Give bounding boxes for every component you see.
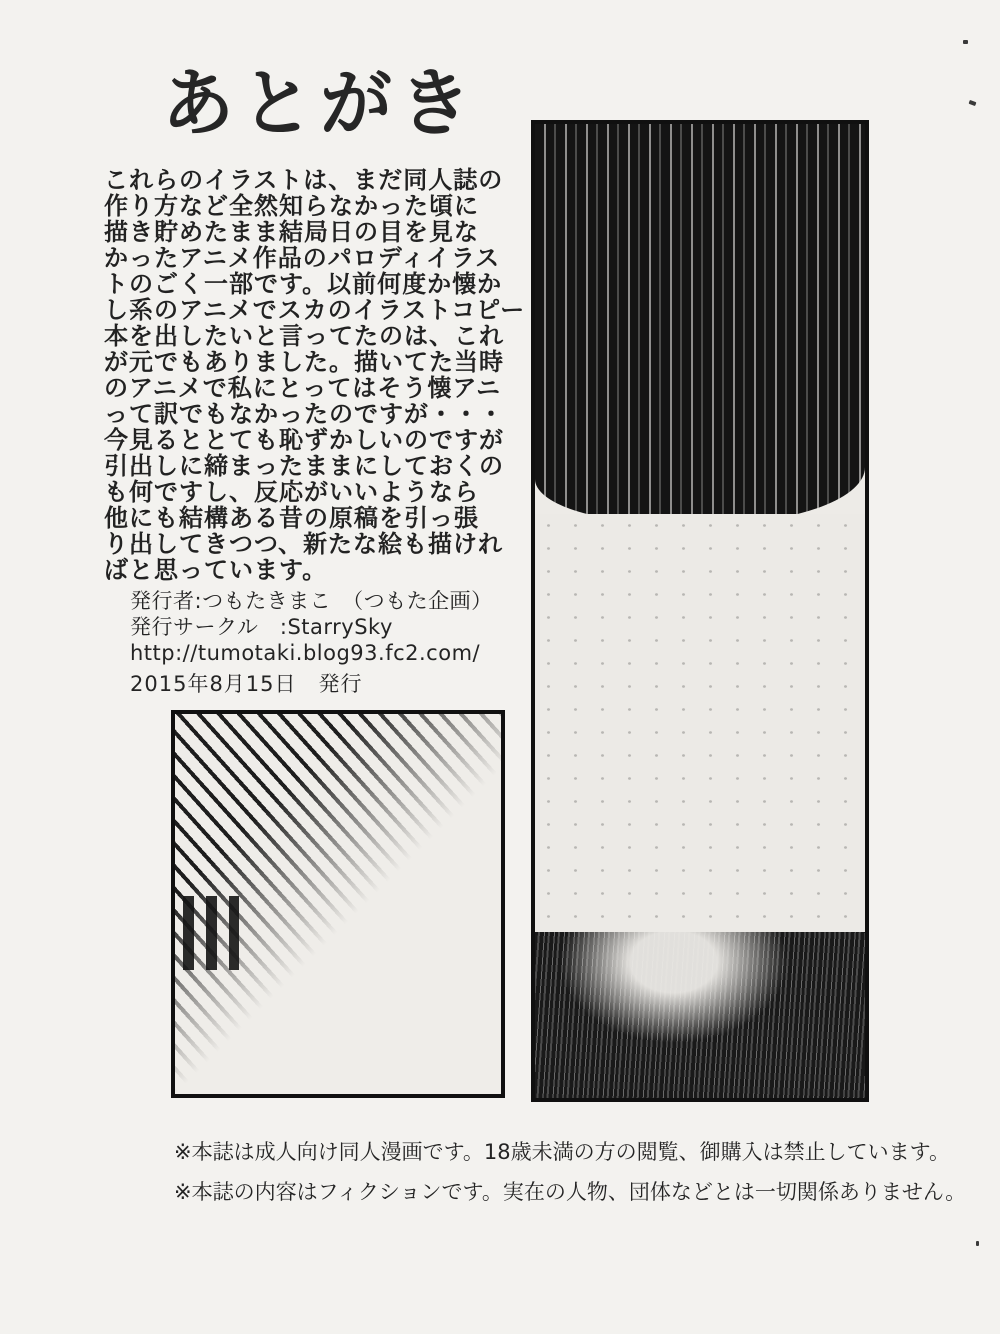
afterword-line: 他にも結構ある昔の原稿を引っ張 [104, 504, 479, 532]
afterword-line: 引出しに締まったままにしておくの [104, 452, 504, 480]
afterword-line: ばと思っています。 [104, 556, 328, 584]
manga-illustration-panel-main [531, 120, 869, 1102]
afterword-line: 本を出したいと言ってたのは、これ [104, 322, 504, 350]
scan-speck [969, 100, 977, 106]
publication-date: 2015年8月15日 発行 [130, 672, 363, 696]
colophon-block [130, 588, 493, 666]
illustration-dark-background [535, 124, 865, 523]
afterword-line: これらのイラストは、まだ同人誌の [104, 166, 504, 194]
afterword-line: って訳でもなかったのですが・・・ [104, 400, 504, 428]
scan-speck [976, 1241, 979, 1246]
url-line: http://tumotaki.blog93.fc2.com/ [130, 641, 481, 665]
afterword-line: かったアニメ作品のパロディイラス [104, 244, 501, 272]
afterword-line: 描き貯めたまま結局日の目を見な [104, 218, 479, 246]
afterword-line: が元でもありました。描いてた当時 [104, 348, 504, 376]
illustration-light-area [535, 514, 865, 943]
publisher-line: 発行者:つもたきまこ （つもた企画） [130, 589, 493, 613]
afterword-line: し系のアニメでスカのイラストコピー [104, 296, 526, 324]
afterword-line: 今見るととても恥ずかしいのですが [104, 426, 504, 454]
afterword-line: トのごく一部です。以前何度か懐か [104, 270, 503, 298]
fiction-notice: ※本誌の内容はフィクションです。実在の人物、団体などとは一切関係ありません。 [174, 1180, 967, 1204]
illustration-accent-bars [183, 896, 239, 970]
afterword-line: 作り方など全然知らなかった頃に [104, 192, 479, 220]
scan-speck [963, 40, 968, 44]
adult-notice: ※本誌は成人向け同人漫画です。18歳未満の方の閲覧、御購入は禁止しています。 [174, 1140, 950, 1164]
circle-line: 発行サークル :StarrySky [130, 615, 393, 639]
manga-illustration-panel-secondary [171, 710, 505, 1098]
page-title: あとがき [162, 60, 479, 146]
afterword-line: も何ですし、反応がいいようなら [104, 478, 479, 506]
afterword-text [104, 167, 540, 583]
illustration-hatched-area [535, 932, 865, 1098]
afterword-line: のアニメで私にとってはそう懐アニ [104, 374, 502, 402]
afterword-line: り出してきつつ、新たな絵も描けれ [104, 530, 504, 558]
